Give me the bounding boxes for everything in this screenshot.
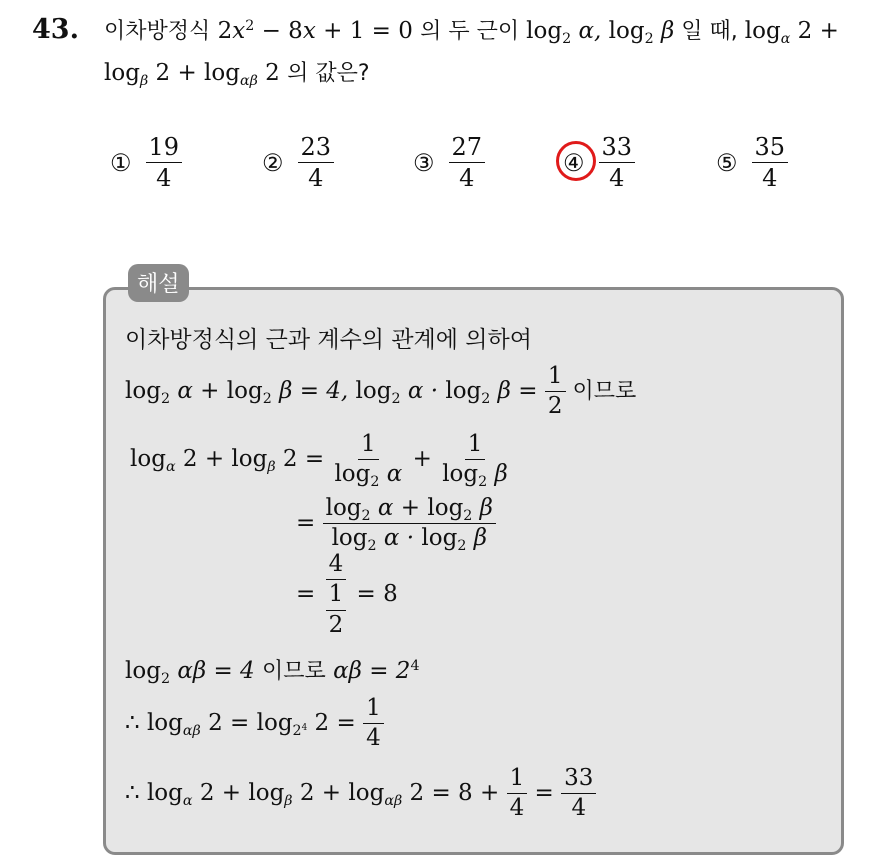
choice-4[interactable]: ④ $\frac{33}{4}$ [563,134,635,192]
solution-line-5: $\log_2 \alpha\beta = 4$ 이므로 $\alpha\beta = 2^4$ [125,658,420,687]
question-number: 43. [32,14,79,45]
question-line-2: $\log_\beta 2 + \log_{\alpha\beta} 2$ 의 값은? [104,60,370,89]
question-line-1: 이차방정식 $2x^2 - 8x + 1 = 0$ 의 두 근이 $\log_2 \alpha$, $\log_2 \beta$ 일 때, $\log_\alpha 2$ + [104,18,839,47]
solution-line-4: = $\frac{4}{\frac{1}{2}}$ = 8 [296,551,398,638]
solution-line-6: ∴ $\log_{\alpha\beta} 2 = \log_{2^4} 2$ = $\frac{1}{4}$ [125,696,384,752]
solution-line-2: $\log_\alpha 2 + \log_\beta 2$ = $\frac{1}{\log_2 \alpha}$ + $\frac{1}{\log_2 \beta}$ [130,431,508,491]
choice-3[interactable]: ③ $\frac{27}{4}$ [413,134,485,192]
choice-1[interactable]: ① $\frac{19}{4}$ [110,134,182,192]
solution-line-3: = $\frac{\log_2 \alpha + \log_2 \beta}{\log_2 \alpha \cdot \log_2 \beta}$ [296,496,496,552]
solution-intro: 이차방정식의 근과 계수의 관계에 의하여 [125,327,532,353]
solution-tag: 해설 [128,264,189,302]
solution-line-1: $\log_2 \alpha + \log_2 \beta = 4$, $\log_2 \alpha \cdot \log_2 \beta$ = $\frac{1}{2}$ 이므로 [125,363,637,420]
choice-5[interactable]: ⑤ $\frac{35}{4}$ [716,134,788,192]
solution-line-7: ∴ $\log_\alpha 2 + \log_\beta 2 + \log_{\alpha\beta} 2 = 8$ + $\frac{1}{4}$ = $\frac{33}{4}$ [125,766,596,822]
choice-2[interactable]: ② $\frac{23}{4}$ [262,134,334,192]
answer-mark-circle [556,141,596,181]
